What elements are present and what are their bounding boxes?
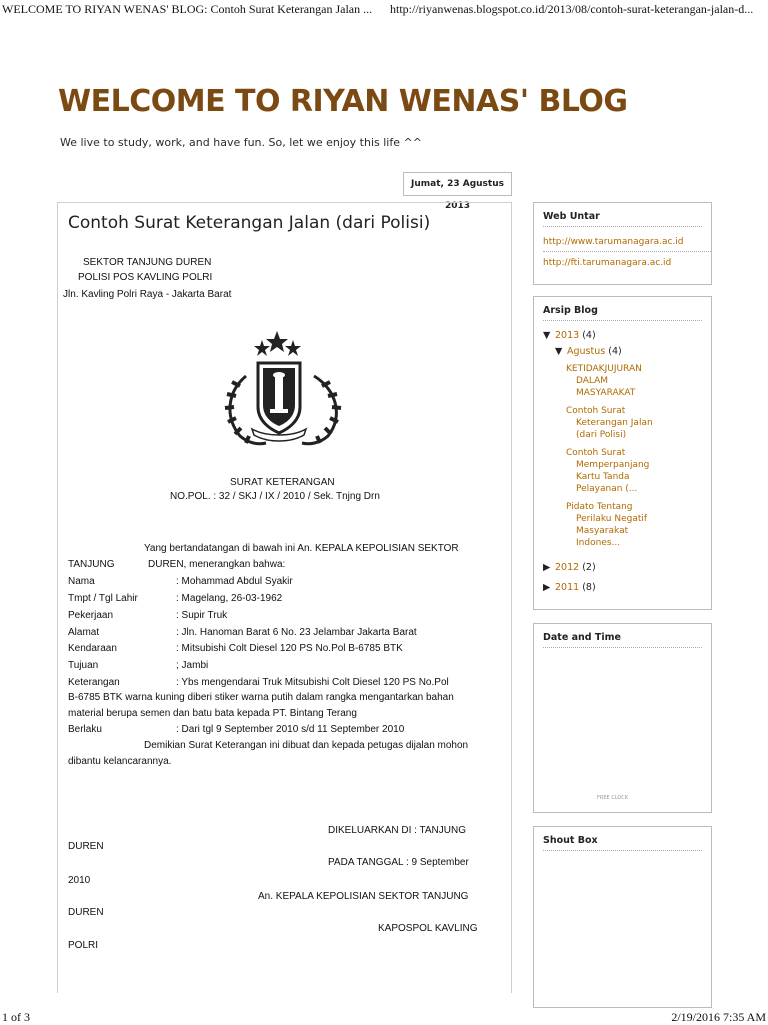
blog-post <box>57 202 512 993</box>
field-label: Pekerjaan <box>68 610 114 621</box>
letter-heading: SURAT KETERANGAN <box>230 477 335 488</box>
print-header-title: WELCOME TO RIYAN WENAS' BLOG: Contoh Surat Keterangan Jalan ... <box>2 2 373 16</box>
widget-title: Date and Time <box>543 632 621 643</box>
archive-year-2013 <box>543 330 596 341</box>
closing-2: dibantu kelancarannya. <box>68 756 172 767</box>
dikeluarkan: DIKELUARKAN DI : TANJUNG <box>328 825 466 836</box>
archive-post-link[interactable] <box>566 405 653 441</box>
field-value: : Ybs mengendarai Truk Mitsubishi Colt Diesel 120 PS No.Pol <box>176 677 449 688</box>
widget-shout-box <box>533 826 712 1008</box>
archive-year-link[interactable]: 2012 <box>555 562 580 573</box>
berlaku-label: Berlaku <box>68 724 102 735</box>
widget-title: Shout Box <box>543 835 598 846</box>
archive-count: (8) <box>582 582 596 593</box>
blog-title[interactable]: WELCOME TO RIYAN WENAS' BLOG <box>58 84 628 119</box>
widget-date-time <box>533 623 712 813</box>
link-fti-tarumanagara[interactable]: http://fti.tarumanagara.ac.id <box>543 258 672 268</box>
archive-year-link[interactable]: 2011 <box>555 582 580 593</box>
archive-post-link[interactable] <box>566 447 649 495</box>
post-link-line: Perilaku Negatif <box>576 514 648 524</box>
field-label: Tujuan <box>68 660 99 671</box>
post-link-line: Memperpanjang <box>576 460 650 470</box>
keterangan-cont-1: B-6785 BTK warna kuning diberi stiker warna putih dalam rangka mengantarkan bahan <box>68 692 454 703</box>
an-kepala: An. KEPALA KEPOLISIAN SEKTOR TANJUNG <box>258 891 469 902</box>
post-link-line: Keterangan Jalan <box>576 418 653 428</box>
archive-post-link[interactable] <box>566 363 642 399</box>
field-label: Alamat <box>68 627 100 638</box>
keterangan-cont-2: material berupa semen dan batu bata kepada PT. Bintang Terang <box>68 708 357 719</box>
post-link-line: Pelayanan (... <box>576 484 638 494</box>
print-footer <box>0 1008 768 1024</box>
polri: POLRI <box>68 940 99 951</box>
archive-month-agustus <box>555 346 622 357</box>
duren-2: DUREN <box>68 907 104 918</box>
archive-year-link[interactable]: 2013 <box>555 330 580 341</box>
letterhead-line-1: SEKTOR TANJUNG DUREN <box>83 257 212 268</box>
post-link-line: Contoh Surat <box>566 406 626 416</box>
archive-year-2011 <box>543 582 596 593</box>
kapospol: KAPOSPOL KAVLING <box>378 923 478 934</box>
divider <box>543 850 702 851</box>
field-label: Keterangan <box>68 677 120 688</box>
field-value: : Supir Truk <box>176 610 228 621</box>
widget-title: Arsip Blog <box>543 305 598 316</box>
blog-description: We live to study, work, and have fun. So, let we enjoy this life ^^ <box>60 136 422 149</box>
letter-number: NO.POL. : 32 / SKJ / IX / 2010 / Sek. Tnjng Drn <box>170 491 380 502</box>
archive-year-2012 <box>543 562 596 573</box>
archive-post-link[interactable] <box>566 501 647 549</box>
duren-1: DUREN <box>68 841 104 852</box>
archive-month-link[interactable]: Agustus <box>567 346 606 357</box>
widget-web-untar <box>533 202 712 285</box>
letterhead-line-3: Jln. Kavling Polri Raya - Jakarta Barat <box>63 289 232 300</box>
print-header <box>0 0 768 18</box>
field-label: Tmpt / Tgl Lahir <box>68 593 138 604</box>
field-value: : Mohammad Abdul Syakir <box>176 576 293 587</box>
triangle-down-icon[interactable]: ▼ <box>555 346 563 357</box>
post-link-line: DALAM <box>576 376 609 386</box>
print-timestamp: 2/19/2016 7:35 AM <box>671 1010 766 1024</box>
post-body <box>58 203 511 993</box>
archive-count: (2) <box>582 562 596 573</box>
letter-intro-2b: DUREN, menerangkan bahwa: <box>148 559 286 570</box>
field-value: ; Jambi <box>176 660 209 671</box>
post-link-line: Indones... <box>576 538 621 548</box>
police-emblem-icon <box>218 331 353 453</box>
triangle-right-icon[interactable]: ▶ <box>543 582 551 593</box>
widget-title: Web Untar <box>543 211 600 222</box>
link-tarumanagara[interactable]: http://www.tarumanagara.ac.id <box>543 237 684 247</box>
post-link-line: MASYARAKAT <box>576 388 636 398</box>
letterhead-line-2: POLISI POS KAVLING POLRI <box>78 272 213 283</box>
post-link-line: (dari Polisi) <box>576 430 627 440</box>
triangle-right-icon[interactable]: ▶ <box>543 562 551 573</box>
post-link-line: Kartu Tanda <box>576 472 630 482</box>
widget-arsip-blog <box>533 296 712 610</box>
year: 2010 <box>68 875 91 886</box>
field-label: Kendaraan <box>68 643 117 654</box>
post-link-line: Masyarakat <box>576 526 629 536</box>
divider <box>543 251 711 252</box>
divider <box>543 226 702 227</box>
field-label: Nama <box>68 576 95 587</box>
post-link-line: KETIDAKJUJURAN <box>566 364 642 374</box>
letter-intro-2a: TANJUNG <box>68 559 115 570</box>
letter-intro-1: Yang bertandatangan di bawah ini An. KEPALA KEPOLISIAN SEKTOR <box>144 543 459 554</box>
print-header-url: http://riyanwenas.blogspot.co.id/2013/08/contoh-surat-keterangan-jalan-d... <box>390 2 754 16</box>
post-link-line: Contoh Surat <box>566 448 626 458</box>
divider <box>543 647 702 648</box>
post-link-line: Pidato Tentang <box>566 502 633 512</box>
field-value: : Jln. Hanoman Barat 6 No. 23 Jelambar Jakarta Barat <box>176 627 417 638</box>
post-title[interactable]: Contoh Surat Keterangan Jalan (dari Polisi) <box>68 213 431 233</box>
divider <box>543 320 702 321</box>
field-value: : Magelang, 26-03-1962 <box>176 593 283 604</box>
closing-1: Demikian Surat Keterangan ini dibuat dan kepada petugas dijalan mohon <box>144 740 469 751</box>
berlaku-value: : Dari tgl 9 September 2010 s/d 11 September 2010 <box>176 724 405 735</box>
pada-tanggal: PADA TANGGAL : 9 September <box>328 857 469 868</box>
clock-credit[interactable]: FREE CLOCK <box>597 795 629 801</box>
archive-count: (4) <box>582 330 596 341</box>
field-value: : Mitsubishi Colt Diesel 120 PS No.Pol B-6785 BTK <box>176 643 403 654</box>
archive-count: (4) <box>608 346 622 357</box>
page-number: 1 of 3 <box>2 1010 30 1024</box>
triangle-down-icon[interactable]: ▼ <box>543 330 551 341</box>
date-header: Jumat, 23 Agustus 2013 <box>403 172 512 196</box>
